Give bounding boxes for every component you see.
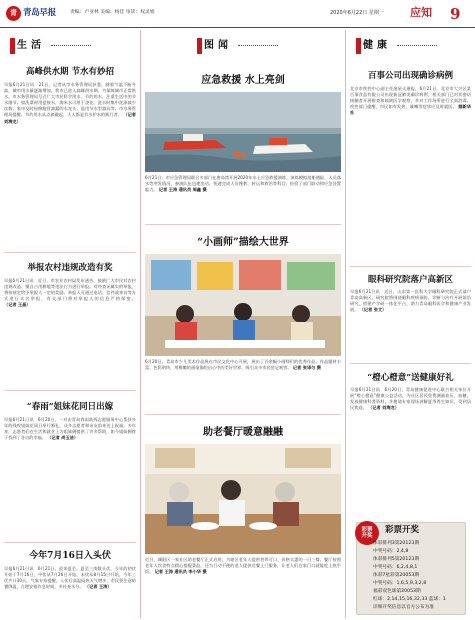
byline: 据新华社 [350,104,471,116]
page-name: 应知 [410,6,432,19]
column-life [4,30,136,620]
logo-mark: 青 [6,6,21,21]
byline: （记者 王涛） [84,584,112,590]
page-number: 9 [450,5,461,23]
divider [4,252,136,253]
section-bar [197,38,202,54]
headline: “小画师”描绘大世界 [197,237,289,248]
article-text: 早报6月21日讯 近日，山东第一医科大学眼科研究院正式落户青岛高新区。研究院将围绕眼科疾病预防、诊断与治疗开展前沿研究，搭建产学研一体化平台，助力青岛眼科医学和健康产业发展。 [350,289,471,313]
column-photo [145,30,341,620]
lottery-badge-bottom: 开奖 [361,533,373,539]
lottery-badge-top: 彩票 [361,526,373,533]
caption-text: 6月21日，市应急管理局联合多部门在唐岛湾开展2020年水上应急救援演练。演练模拟游船遇险、人员落水等突发情况，参演队伍迅速出动，快速完成人员搜救、转运和救治等科目，检验了部门联动和应急处置能力。 [145,175,341,193]
lottery-heading: 彩票开奖 [385,525,420,535]
headline: 眼科研究院落户高新区 [367,275,453,285]
section-photo [197,38,278,54]
lottery-row: 详细开奖信息以官方公布为准 [373,605,434,610]
divider [4,390,136,391]
divider [4,542,136,543]
article-body [4,566,136,618]
section-bar [10,38,15,54]
caption-text: 近日，城阳区一家社区助老餐厅正式启用，为辖区老年人提供营养可口、价格实惠的一日三餐。餐厅按照老年人饮食特点精心搭配菜品，还为行动不便的老人提供送餐上门服务，让老人们在家门口就能吃上热乎饭。 [145,557,341,575]
headline: 应急救援 水上亮剑 [201,75,285,86]
column-separator [140,30,141,618]
article-body [4,278,136,388]
lottery-row: 体彩排列5第20123期 [373,557,420,562]
headline: 高峰供水期 节水有妙招 [26,67,114,77]
caption [145,557,341,615]
senior-canteen-photo [145,444,341,554]
column-separator [345,30,346,618]
caption [145,359,341,411]
section-dots [51,45,91,47]
divider [145,414,341,415]
headline: “春雨”姐妹花同日出嫁 [26,402,114,412]
young-painters-photo [145,254,341,356]
headline: 助老餐厅暖意融融 [203,427,283,438]
newspaper-logo [6,6,56,21]
byline: 记者 张译匀 摄 [292,365,321,371]
lottery-row: 体彩7星彩第20053期 [373,573,420,578]
byline: （记者 尚玉洁） [47,435,79,441]
article-text: 早报6月21日讯 21日，记者从市水务管理局获悉，随着气温不断升高，城市用水量逐渐增加，我市已进入高峰供水期。为保障城市正常供水，市水务管理局号召广大市民科学用水、节约用水，注重生活中的节水细节。如洗菜时用盆接水，淘米水可用于浇花；洗衣时集中洗涤减少次数；家中及时检修跑冒滴漏的水龙头；选用节水型器具等。市水务管理局提醒，节约用水从点滴做起，人人都是节水护水的践行者。 [4,82,136,118]
article-text: 早报6月21日讯 近日，市农业农村局发布通告，鼓励广大市民对农村违规改造、擅自占用耕地等违法行为进行举报。对经查证属实的举报，将按规定给予举报人一定的奖励。举报人可通过电话、信件或来访等方式进行实名举报，有关部门将对举报人的信息严格保密。 [4,278,136,302]
article-text: 早报6月21日讯 6月20日，青岛健康促进中心联合相关单位开展“橙心橙意”健康公益活动，为社区居民免费测量血压、血糖，发放健康科普资料，并邀请专家现场讲解夏季养生知识，受到居民欢迎。 [350,387,471,411]
section-life [10,38,91,54]
lottery-row: 中奖号码：1,6,5,9,3,2,8 [373,581,427,586]
byline: 记者 王涛 通讯员 周鑫 摄 [158,187,207,193]
lottery-row: 体彩排列3第20123期 [373,541,420,546]
headline: 百事公司出现确诊病例 [367,71,453,81]
section-title: 健康 [363,39,391,51]
headline: “橙心橙意”送健康好礼 [367,373,454,383]
lottery-row: 中奖号码：2,4,8 [373,549,409,554]
caption-text: 6月20日，青岛市少儿美术作品展在市民文化中心开展，展出了百余幅小画师们的优秀作品。作品题材丰富，色彩明快，用稚嫩的画笔描绘出心中的美好世界，吸引众多市民驻足观赏。 [145,359,341,371]
article-body [4,417,136,540]
divider [350,266,471,267]
byline: （记者 张文） [359,307,387,313]
section-dots [397,45,437,47]
rescue-drill-photo [145,92,341,172]
divider [350,363,471,364]
headline: 今年7月16日入头伏 [29,551,111,561]
byline: 记者 王涛 通讯员 李小华 摄 [154,569,207,575]
headline: 举报农村违规改造有奖 [27,263,113,273]
section-title: 图闻 [204,39,232,51]
article-text: 早报6月21日讯 6月20日，一对由青岛春雨助残志愿服务中心帮扶多年的残疾姐妹花同日举行婚礼，众多志愿者和亲友前来送上祝福。多年来，志愿者们在生活和就业上为姐妹俩提供了许多帮助，如今姐妹俩终于找到了各自的幸福。 [4,417,136,441]
divider [145,224,341,225]
section-dots [238,45,278,47]
article-text: 北京市疾控中心副主任庞星火通报，6月21日，北京市大兴区某百事食品有限公司出现新冠肺炎确诊病例，相关部门已对其密切接触者开展排查和隔离医学观察，并对工作场所进行全面消毒。疾控部门提醒，市民如有发热、咳嗽等症状应及时就医。 [350,86,471,110]
byline: （记者 王晶） [4,302,31,308]
byline: （记者 刘海龙） [4,112,136,124]
article-body [350,289,471,361]
article-body [4,82,136,250]
lottery-row: 中奖号码：6,2,4,8,1 [373,565,418,570]
section-health [356,38,437,54]
lottery-row: 红球：2,14,15,16,32,33 蓝球：1 [373,597,446,602]
section-title: 生活 [17,39,45,51]
section-bar [356,38,361,54]
lottery-results-box [356,522,466,615]
masthead [0,0,475,28]
article-body [350,387,471,517]
article-body [350,86,471,264]
article-text: 早报6月21日讯 6月21日，迎来夏至。夏至三庚数头伏，今年的初伏开始于7月16日，中伏从7月26日开始，末伏从8月15日开始，今年三伏共计30天。气象专家提醒，入伏后高温闷热天气增多，市民要注意防暑降温，合理安排作息时间，多补充水分。 [4,566,136,590]
issue-date: 2020年6月22日 星期一 [330,10,384,16]
editor-info: 责编：卢亚林 美编：杨佳 审读：权灵娟 [70,10,155,15]
lottery-row: 福彩双色球第20053期 [373,589,421,594]
logo-text: 青岛早报 [23,8,56,19]
caption [145,175,341,221]
byline: （记者 刘海龙） [368,405,399,411]
